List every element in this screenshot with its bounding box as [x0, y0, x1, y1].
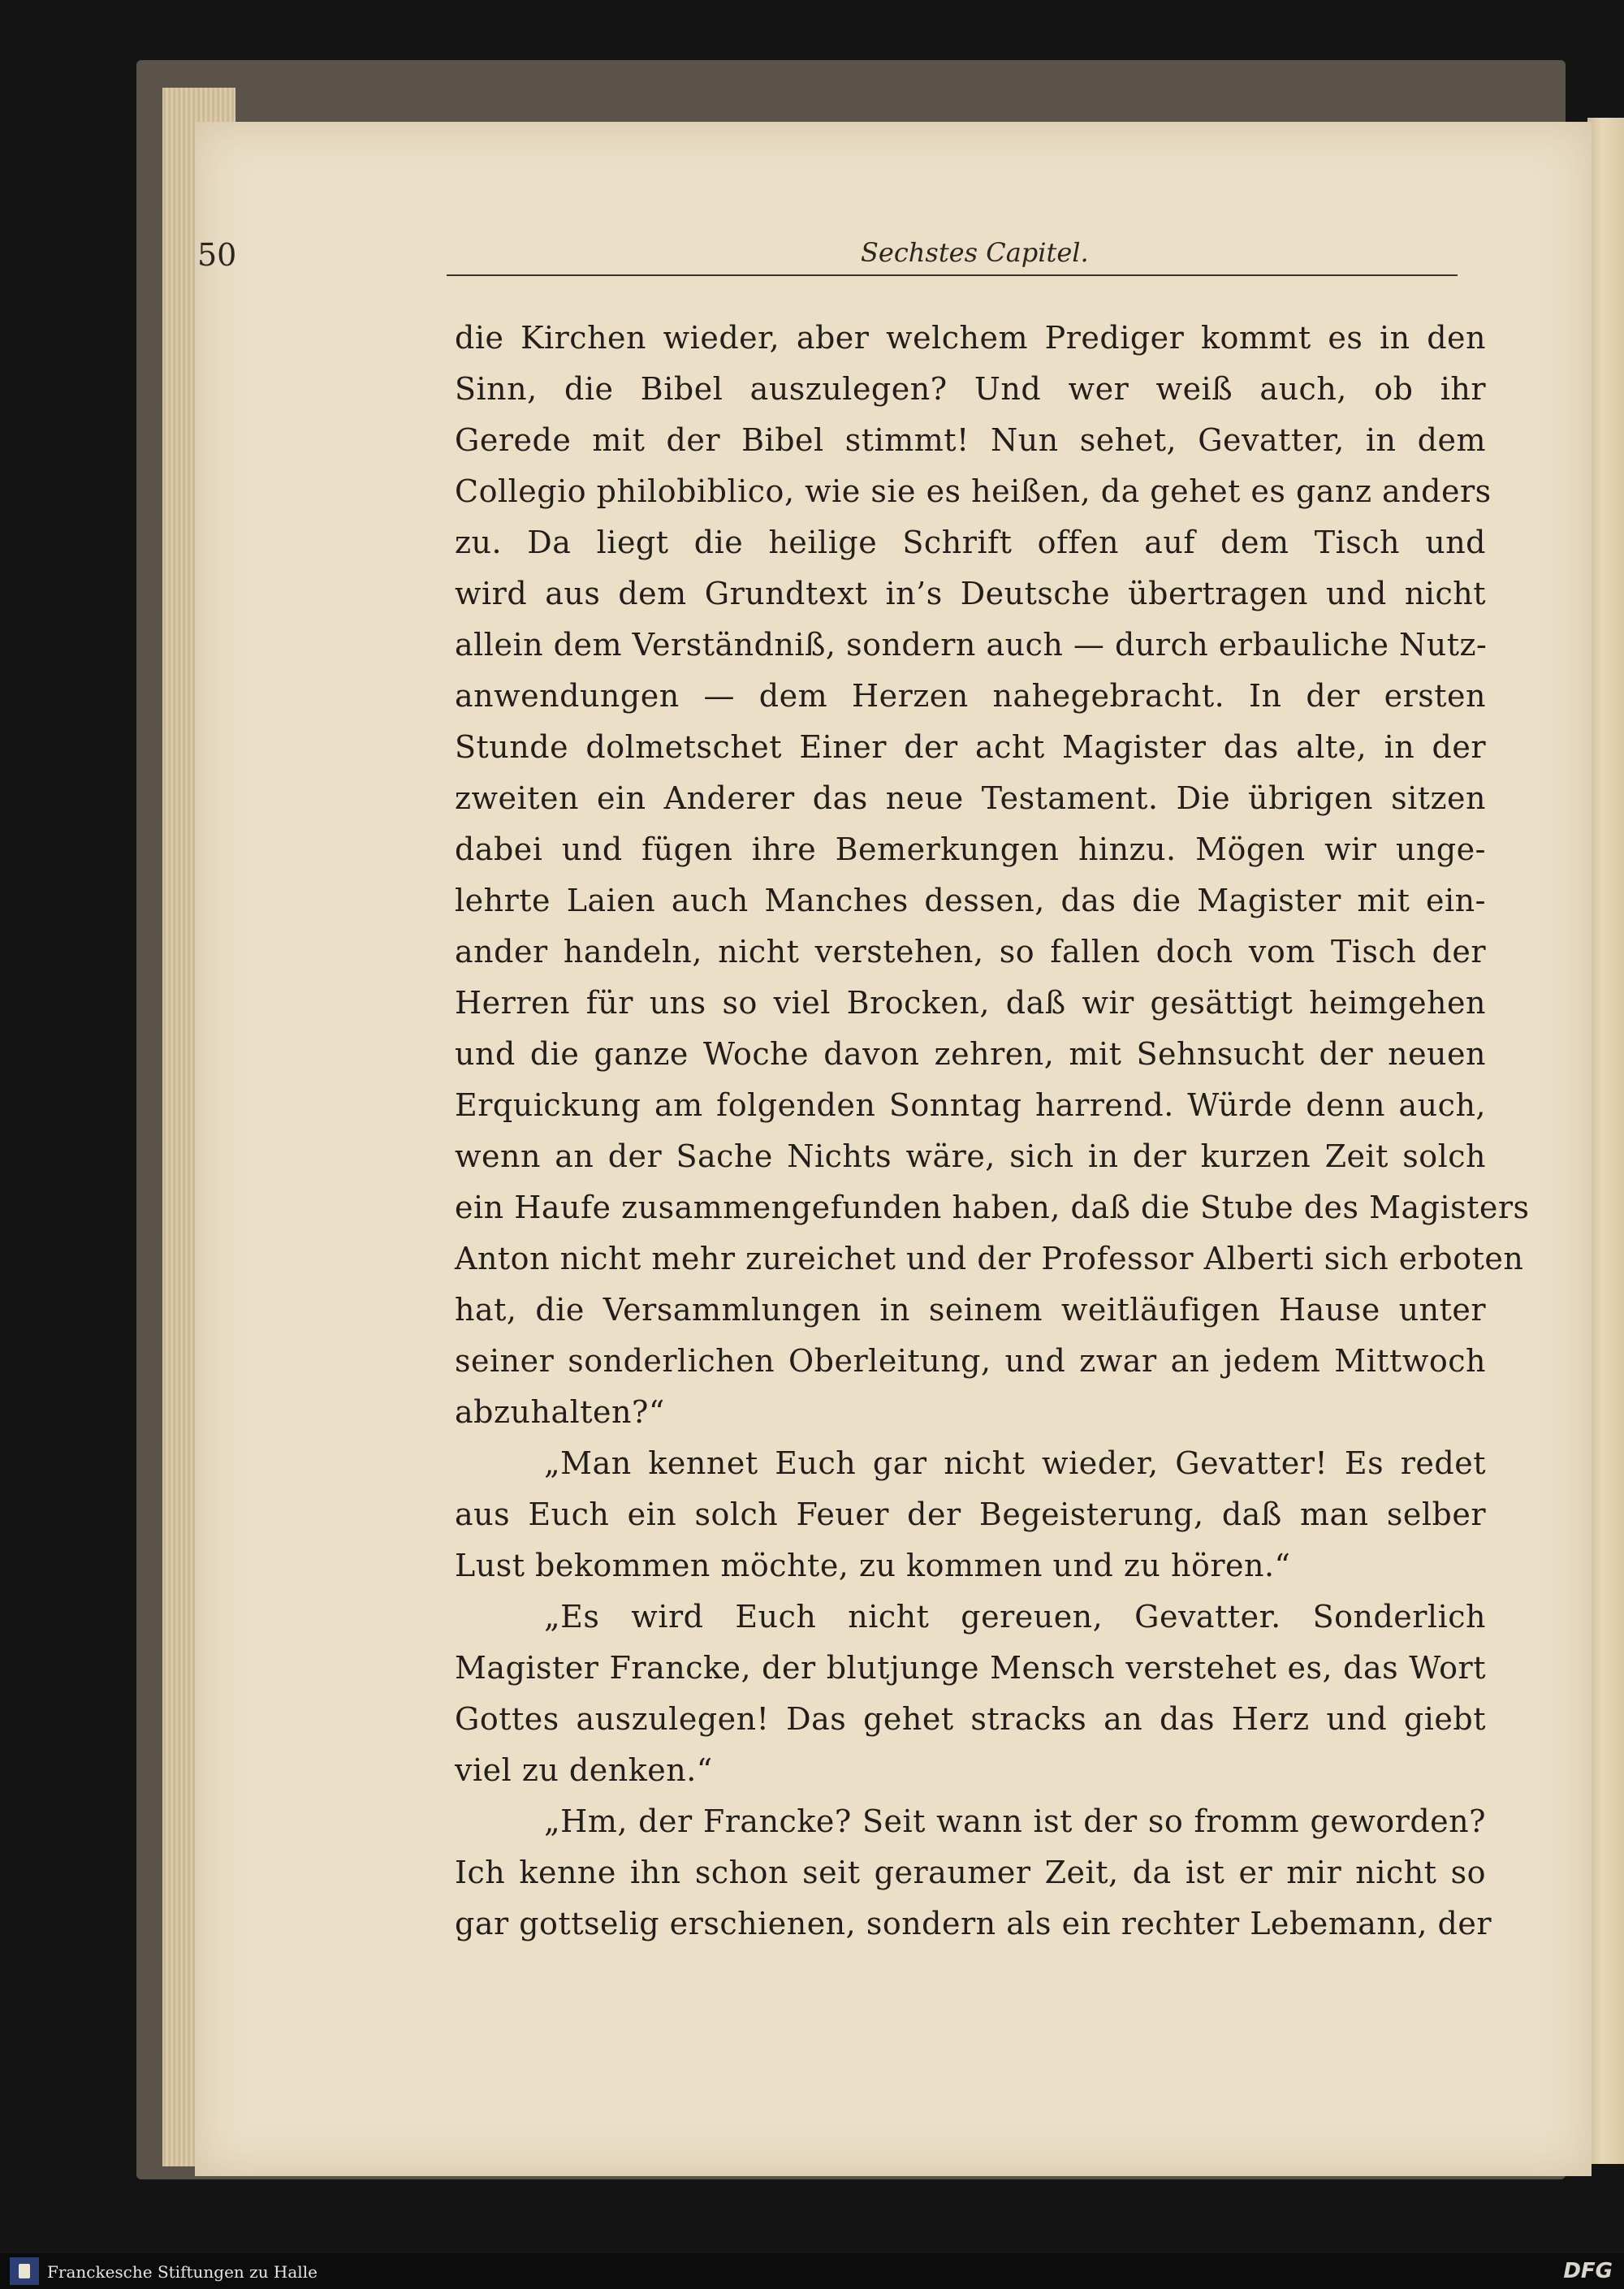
text-line: wird aus dem Grundtext in’s Deutsche übertragen und nicht [455, 576, 1486, 611]
page-number: 50 [197, 237, 237, 273]
text-line: Collegio philobiblico, wie sie es heißen, da gehet es ganz anders [455, 473, 1492, 509]
text-line: zweiten ein Anderer das neue Testament. Die übrigen sitzen [455, 780, 1486, 816]
running-head: Sechstes Capitel. [861, 237, 1089, 268]
dfg-logo: DFG [1563, 2259, 1613, 2283]
text-line: Ich kenne ihn schon seit geraumer Zeit, da ist er mir nicht so [455, 1855, 1486, 1890]
text-line: Herren für uns so viel Brocken, daß wir gesättigt heimgehen [455, 985, 1486, 1021]
text-line: lehrte Laien auch Manches dessen, das die Magister mit ein- [455, 883, 1486, 918]
text-line: Anton nicht mehr zureichet und der Professor Alberti sich erboten [455, 1241, 1524, 1276]
institution-logo-icon [10, 2257, 39, 2285]
text-line: wenn an der Sache Nichts wäre, sich in der kurzen Zeit solch [455, 1138, 1486, 1174]
text-line: „Hm, der Francke? Seit wann ist der so fromm geworden? [544, 1803, 1486, 1839]
text-line: ein Haufe zusammengefunden haben, daß die Stube des Magisters [455, 1190, 1530, 1225]
text-line: Erquickung am folgenden Sonntag harrend. Würde denn auch, [455, 1087, 1486, 1123]
text-line: gar gottselig erschienen, sondern als ein rechter Lebemann, der [455, 1906, 1492, 1941]
text-line: allein dem Verständniß, sondern auch — durch erbauliche Nutz- [455, 627, 1488, 663]
next-page-edge [1587, 118, 1624, 2164]
text-line: ander handeln, nicht verstehen, so fallen doch vom Tisch der [455, 934, 1486, 970]
text-line: Magister Francke, der blutjunge Mensch verstehet es, das Wort [455, 1650, 1486, 1686]
text-line: Gerede mit der Bibel stimmt! Nun sehet, Gevatter, in dem [455, 422, 1486, 458]
text-line: Stunde dolmetschet Einer der acht Magister das alte, in der [455, 729, 1486, 765]
text-line: „Man kennet Euch gar nicht wieder, Gevatter! Es redet [544, 1445, 1486, 1481]
text-line: Gottes auszulegen! Das gehet stracks an das Herz und giebt [455, 1701, 1486, 1737]
text-line: „Es wird Euch nicht gereuen, Gevatter. Sonderlich [544, 1599, 1486, 1635]
text-line: seiner sonderlichen Oberleitung, und zwar an jedem Mittwoch [455, 1343, 1486, 1379]
text-line: die Kirchen wieder, aber welchem Prediger kommt es in den [455, 320, 1486, 356]
text-line: Sinn, die Bibel auszulegen? Und wer weiß auch, ob ihr [455, 371, 1486, 407]
text-line: anwendungen — dem Herzen nahegebracht. In der ersten [455, 678, 1486, 714]
text-line: dabei und fügen ihre Bemerkungen hinzu. Mögen wir unge- [455, 831, 1486, 867]
text-line: abzuhalten?“ [455, 1394, 665, 1430]
header-rule [447, 274, 1458, 276]
text-line: viel zu denken.“ [455, 1752, 713, 1788]
text-line: Lust bekommen möchte, zu kommen und zu hören.“ [455, 1548, 1291, 1583]
text-line: und die ganze Woche davon zehren, mit Sehnsucht der neuen [455, 1036, 1486, 1072]
text-line: hat, die Versammlungen in seinem weitläufigen Hause unter [455, 1292, 1486, 1328]
text-line: zu. Da liegt die heilige Schrift offen auf dem Tisch und [455, 525, 1486, 560]
body-text [455, 313, 1530, 1950]
text-line: aus Euch ein solch Feuer der Begeisterung, daß man selber [455, 1496, 1486, 1532]
footer-institution: Franckesche Stiftungen zu Halle [47, 2262, 317, 2282]
